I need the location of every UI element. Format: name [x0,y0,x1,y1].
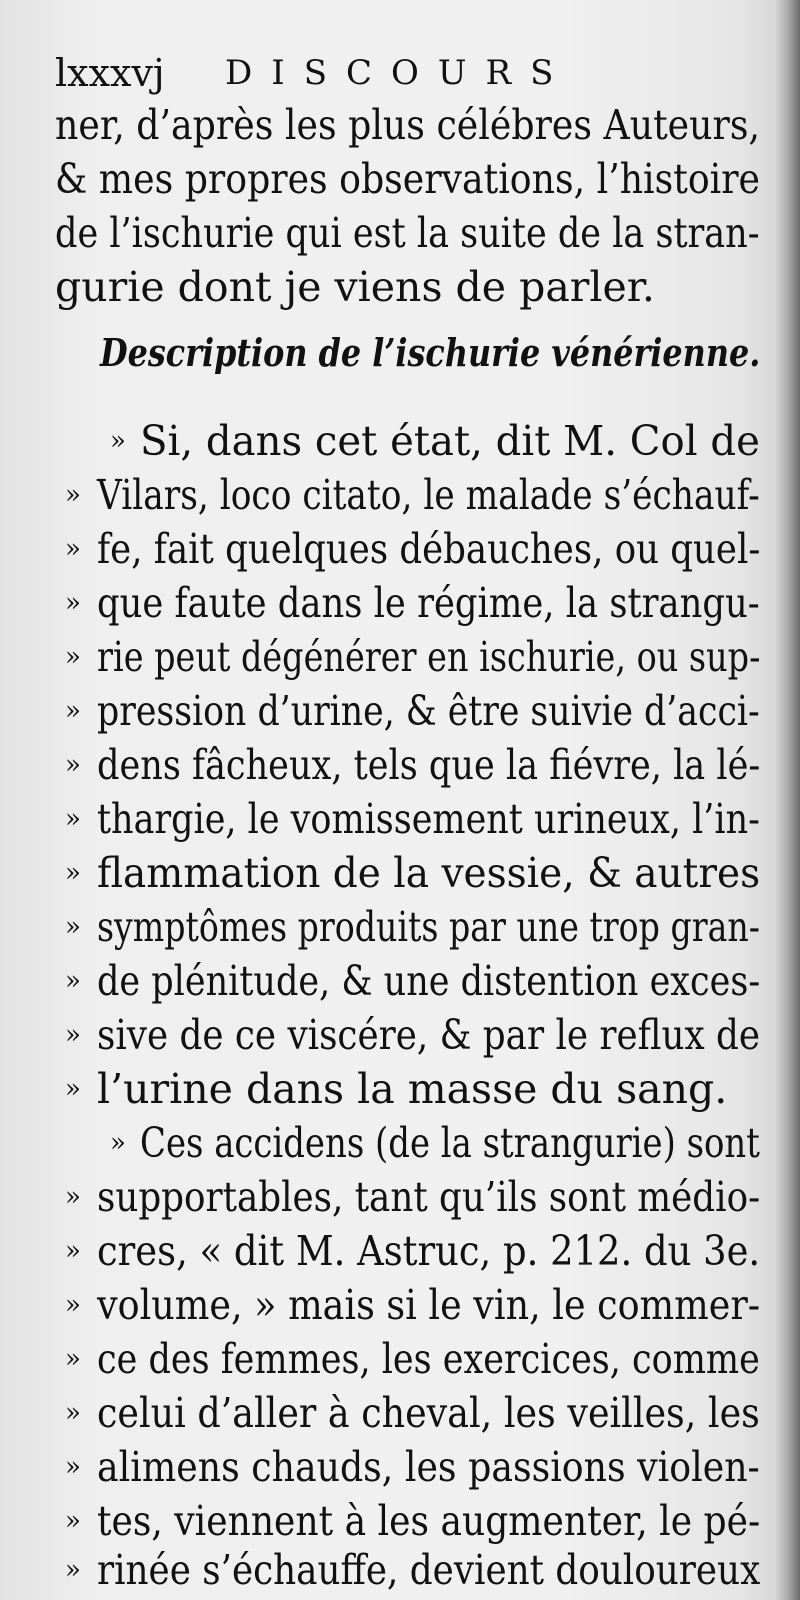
quote-mark: » [110,1128,126,1158]
section-heading: Description de l’ischurie vénérienne. [100,330,761,375]
quote-mark: » [65,642,81,672]
page-edge-shadow [774,0,800,1600]
quote-mark: » [65,1506,81,1536]
quote-mark: » [65,1398,81,1428]
quote-mark: » [65,1020,81,1050]
quote-mark: » [65,1182,81,1212]
quote-mark: » [65,1236,81,1266]
quote-mark: » [65,804,81,834]
quote-mark: » [65,912,81,942]
quote-mark: » [65,1452,81,1482]
quote-mark: » [65,696,81,726]
quote-mark: » [65,1555,81,1585]
page-number: lxxxvj [55,51,165,95]
quote-mark: » [65,966,81,996]
quote-mark: » [65,750,81,780]
quote-mark: » [65,1344,81,1374]
quote-mark: » [65,588,81,618]
book-page: lxxxvj DISCOURS ner, d’après les plus célébres Auteurs, & mes propres observations, l’histoire de l’ischurie qui est la suite de la stran- gurie dont je viens de parler. Description de l’ischurie vénérienne. » Si, dans cet état, dit M. Col de » Vilars, loco citato, le malade s’échauf- » fe, fait quelques débauches, ou quel- » que faute dans le régime, la strangu- » rie peut dégénérer en ischurie, ou sup- » pression d’urine, & être suivie d’acci- » dens fâcheux, tels que la fiévre, la lé- » thargie, le vomissement urineux, l’in- » flammation de la vessie, & autres » symptômes produits par une trop gran- » de plénitude, & une distention exces- » sive de ce viscére, & par le reflux de » l’urine dans la masse du sang. » Ces accidens (de la strangurie) sont » supportables, tant qu’ils sont médio- » cres, « dit M. Astruc, p. 212. du 3e. » volume, » mais si le vin, le commer- » ce des femmes, les exercices, comme » celui d’aller à cheval, les veilles, les » alimens chauds, les passions violen- » tes, viennent à les augmenter, le pé- » rinée s’échauffe, devient douloureux [0,0,800,1600]
quote-mark: » [65,534,81,564]
quote-mark: » [110,426,126,456]
quote-mark: » [65,480,81,510]
quote-mark: » [65,1290,81,1320]
running-title: DISCOURS [225,53,573,93]
quote-mark: » [65,858,81,888]
page-header [55,48,755,98]
quote-mark: » [65,1074,81,1104]
